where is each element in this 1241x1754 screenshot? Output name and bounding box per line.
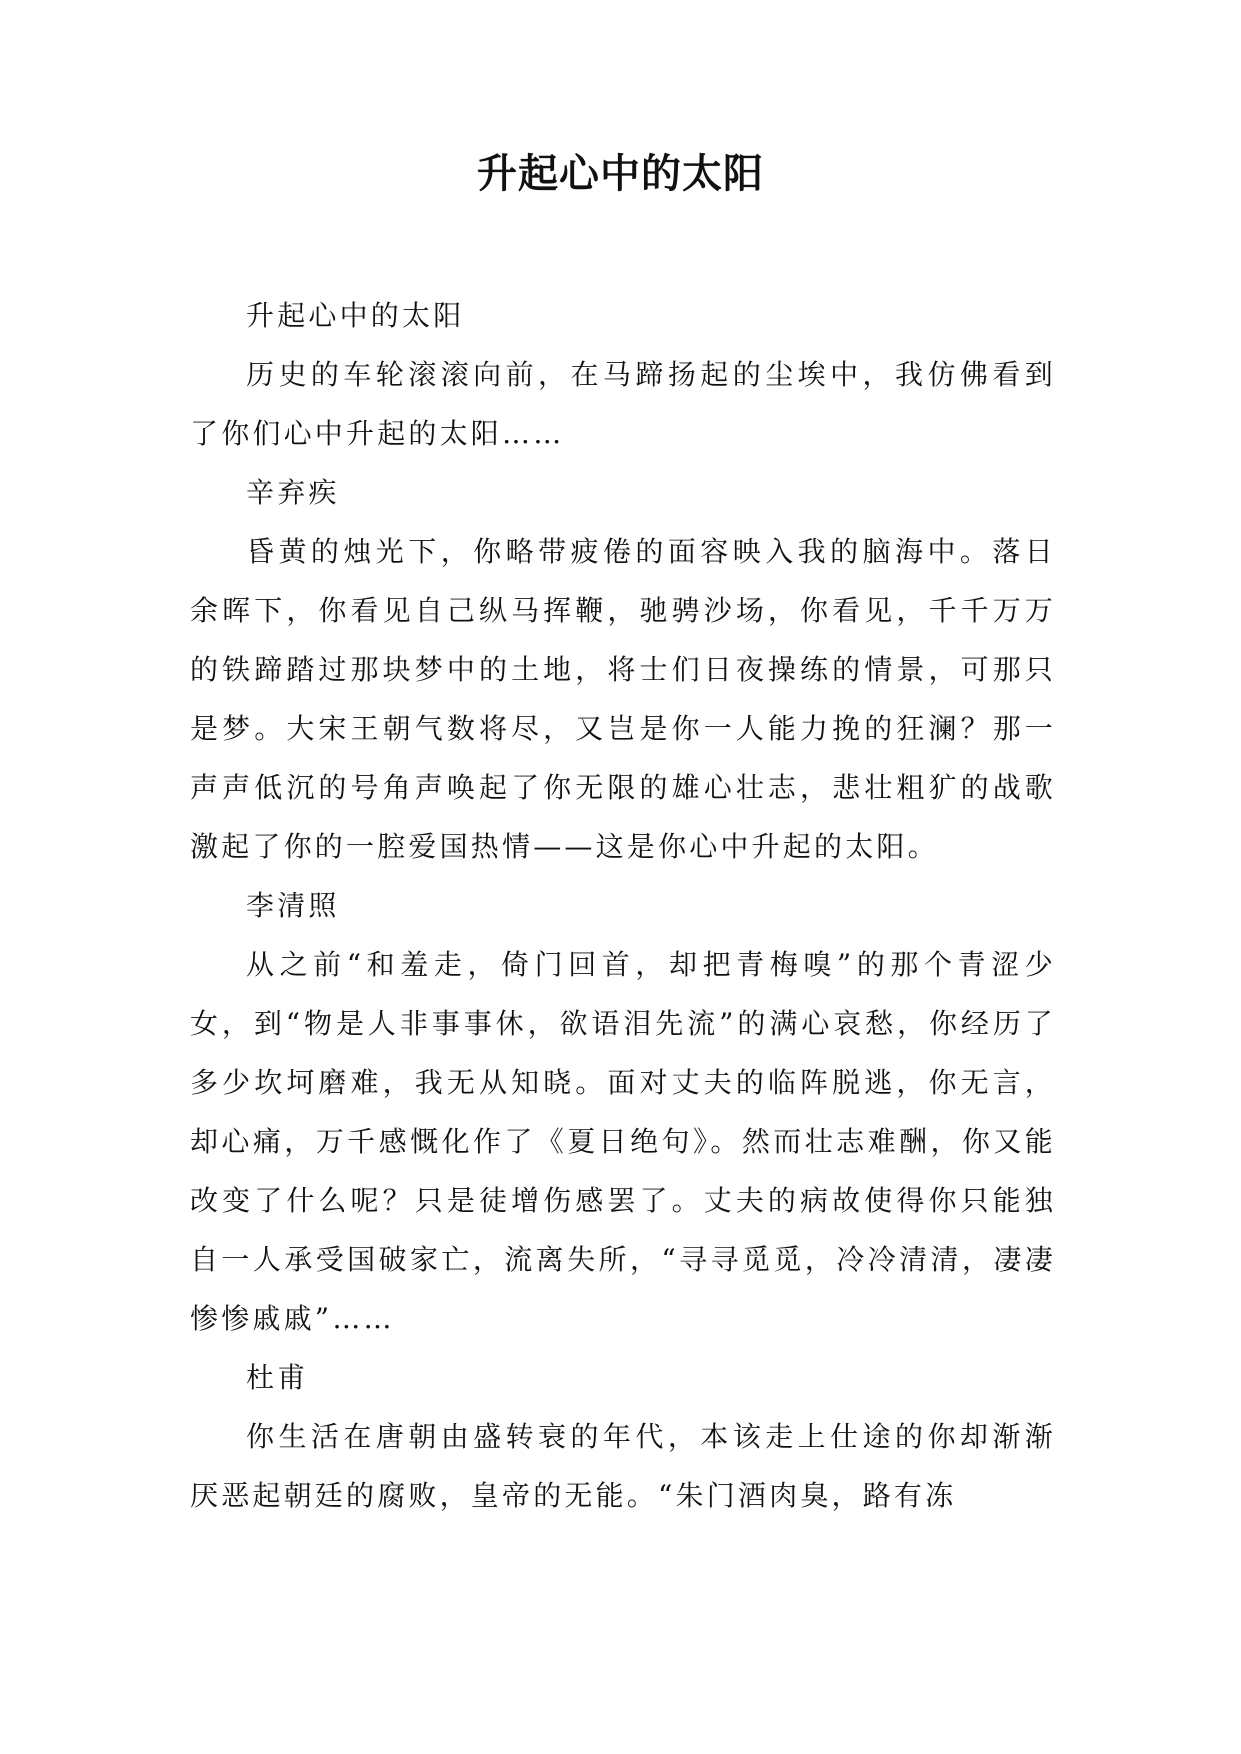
paragraph-du-fu: 你生活在唐朝由盛转衰的年代，本该走上仕途的你却渐渐厌恶起朝廷的腐败，皇帝的无能。“朱门酒肉臭，路有冻 — [190, 1420, 1056, 1512]
paragraph-xin-qiji: 昏黄的烛光下，你略带疲倦的面容映入我的脑海中。落日余晖下，你看见自己纵马挥鞭，驰骋沙场，你看见，千千万万的铁蹄踏过那块梦中的土地，将士们日夜操练的情景，可那只是梦。大宋王朝气数将尽，又岂是你一人能力挽的狂澜？那一声声低沉的号角声唤起了你无限的雄心壮志，悲壮粗犷的战歌激起了你的一腔爱国热情——这是你心中升起的太阳。 — [190, 535, 1056, 863]
document-title: 升起心中的太阳 — [477, 151, 764, 197]
section-heading-du-fu: 杜甫 — [246, 1361, 309, 1394]
section-heading-li-qingzhao: 李清照 — [246, 889, 340, 922]
paragraph-intro: 历史的车轮滚滚向前，在马蹄扬起的尘埃中，我仿佛看到了你们心中升起的太阳…… — [190, 358, 1056, 450]
paragraph-subtitle: 升起心中的太阳 — [246, 299, 465, 332]
paragraph-li-qingzhao: 从之前“和羞走，倚门回首，却把青梅嗅”的那个青涩少女，到“物是人非事事休，欲语泪先流”的满心哀愁，你经历了多少坎坷磨难，我无从知晓。面对丈夫的临阵脱逃，你无言，却心痛，万千感慨化作了《夏日绝句》。然而壮志难酬，你又能改变了什么呢？只是徒增伤感罢了。丈夫的病故使得你只能独自一人承受国破家亡，流离失所，“寻寻觅觅，冷冷清清，凄凄惨惨戚戚”…… — [190, 948, 1056, 1335]
section-heading-xin-qiji: 辛弃疾 — [246, 476, 340, 509]
document-body — [190, 286, 1056, 1525]
